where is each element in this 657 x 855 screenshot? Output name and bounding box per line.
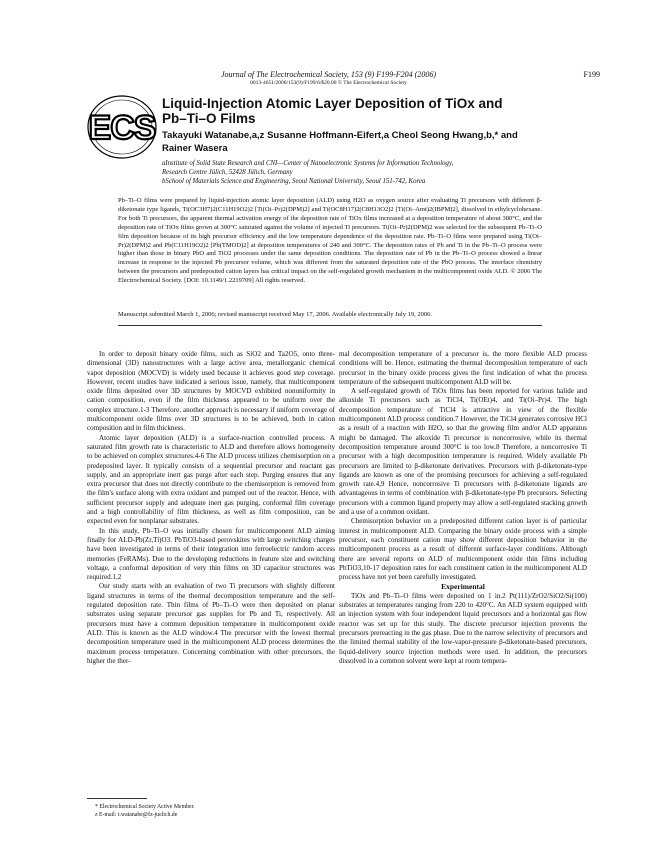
title-line-2: Pb–Ti–O Films (162, 111, 256, 126)
left-column (87, 350, 335, 666)
title-line-1: Liquid-Injection Atomic Layer Deposition of TiOx and (162, 96, 503, 111)
page-number: F199 (583, 70, 600, 79)
body-paragraph: Chemisorption behavior on a predeposited different cation layer is of particular interest in multicomponent ALD. Comparing the binary oxide process with a simple precursor, each constituent cation may show different deposition behavior in the multicomponent process as a result of different surface-layer conditions. Although there are several reports on ALD of multicomponent oxide thin films including PbTiO3,10-17 deposition rates for each constituent cation in the multicomponent ALD process have not yet been carefully investigated. (339, 517, 587, 582)
footnote-email: z E-mail: t.watanabe@fz-juelich.de (95, 812, 178, 818)
body-paragraph: In this study, Pb–Ti–O was initially chosen for multicomponent ALD aiming finally for ALD-Pb(Zr,Ti)O3. PbTiO3-based perovskites with large switching charges have been investigated in terms of their integration into ferroelectric random access memories (FeRAMs). Due to the developing reductions in feature size and switching voltage, a conformal deposition of very thin films on 3D capacitor structures was required.1,2 (87, 526, 335, 582)
body-paragraph: TiOx and Pb–Ti–O films were deposited on 1 in.2 Pt(111)/ZrO2/SiO2/Si(100) substrates at temperatures ranging from 220 to 420°C. An ALD system equipped with an injection system with four independent liquid precursors and a horizontal gas flow reactor was set up for this study. The discrete precursor injection prevents the precursors prereacting in the gas phase. Due to the narrow selectivity of precursors and the limited thermal stability of the low-vapor-pressure β-diketonate-based precursors, liquid-delivery source injection methods were used. In addition, the precursors dissolved in a common solvent were kept at room tempera- (339, 591, 587, 665)
authors-line-1: Takayuki Watanabe,a,z Susanne Hoffmann-Eifert,a Cheol Seong Hwang,b,* and (162, 130, 518, 141)
body-paragraph: Atomic layer deposition (ALD) is a surface-reaction controlled process. A saturated film growth rate is characteristic to ALD and therefore allows homogeneity to be achieved on complex structures.4-6 The ALD process utilizes chemisorption on a predeposited layer. It typically consists of a sequential precursor and reactant gas supply, and an appropriate inert gas purge after each step. Purging ensures that any extra precursor that does not directly contribute to the chemisorption is removed from the film's surface along with extra oxidant and pumped out of the reactor. Hence, with sufficient precursor supply and adequate inert gas purging, conformal film coverage and a high controllability of film thickness, as well as film composition, can be expected even for nonplanar substrates. (87, 433, 335, 526)
right-column (339, 350, 587, 666)
affiliation-a-2: Research Centre Jülich, 52428 Jülich, Germany (162, 169, 293, 176)
footnotes (87, 803, 335, 819)
abstract: Pb–Ti–O films were prepared by liquid-injection atomic layer deposition (ALD) using H2O as oxygen source after evaluating Ti precursors with different β-diketonate type ligands, Ti(OC3H7)2(C11H19O2)2 [Ti(Oi–Pr)2(DPM)2] and Ti(OC8H17)2(C8H13O2)2 [Ti(Oi–Amt)2(IBPM)2], dissolved in ethylcyclohexane. For both Ti precursors, the apparent thermal activation energy of the deposition rate of TiOx films increased at a deposition temperature of about 380°C, and the deposition rate of TiOx films grown at 300°C saturated against the volume of injected Ti precursors. Ti(Oi–Pr)2(DPM)2 was selected for the subsequent Pb–Ti–O film deposition because of its high precursor efficiency and the low temperature dependence of the deposition rate. Pb–Ti–O films were prepared using Ti(Oi–Pr)2(DPM)2 and Pb(C11H19O2)2 [Pb(TMOD)2] at deposition temperatures of 240 and 300°C. The deposition rates of Pb and Ti in the Pb–Ti–O process were higher than those in binary PbO and TiO2 processes under the same deposition conditions. The deposition rate of Pb in the Pb–Ti–O process showed a linear increase in response to the injected Pb precursor volume, which was different from the saturated deposition rate of the PbO process. The interface chemistry between the precursors and predeposited cation layers has critical impact on the self-regulated growth mechanism in the multicomponent oxide ALD. © 2006 The Electrochemical Society. [DOI: 10.1149/1.2219709] All rights reserved. (118, 197, 542, 285)
journal-header (0, 70, 657, 86)
logo-text: ECS (88, 109, 156, 147)
footnote-member: * Electrochemical Society Active Member. (95, 804, 195, 810)
affiliation-b: bSchool of Materials Science and Engineering, Seoul National University, Seoul 151-742, Korea (162, 178, 426, 185)
issn-line: 0013-4651/2006/153(9)/F199/6/$20.00 © The Electrochemical Society (250, 80, 407, 86)
body-paragraph: mal decomposition temperature of a precursor is, the more flexible ALD process conditions will be. Hence, estimating the thermal decomposition temperature of each precursor in the binary oxide process gives the first indication of what the process temperature of the subsequent multicomponent ALD will be. (339, 350, 587, 386)
section-heading-experimental: Experimental (441, 582, 485, 592)
body-paragraph: Our study starts with an evaluation of two Ti precursors with slightly different ligand structures in terms of the thermal decomposition temperature and the self-regulated deposition rate. Thin films of Pb–Ti–O were then deposited on planar substrates using separate precursor gas supplies for Pb and Ti, respectively. All precursors must have a common deposition temperature in multicomponent oxide ALD. This is known as the ALD window.4 The precursor with the lowest thermal decomposition temperature used in the multicomponent ALD process determines the maximum process temperature. Concerning combination with other precursors, the higher the ther- (87, 582, 335, 665)
body-paragraph: A self-regulated growth of TiOx films has been reported for various halide and alkoxide Ti precursors such as TiCl4, Ti(OEt)4, and Ti(Oi–Pr)4. The high decomposition temperature of TiCl4 is attractive in view of the flexible multicomponent ALD process condition.7 However, the TiCl4 generates corrosive HCl as a result of a reaction with H2O, so that the growing film and/or ALD apparatus might be damaged. The alkoxide Ti precursor is noncorrosive, while its thermal decomposition temperature around 300°C is too low.8 Therefore, a noncorrosive Ti precursor with a high decomposition temperature is required. Widely available Pb precursors are limited to β-diketonate derivatives. Precursors with β-diketonate-type ligands are known as one of the promising precursors for achieving a self-regulated growth rate.4,9 Hence, noncorrosive Ti precursors with β-diketonate ligands are advantageous in terms of combination with β-diketonate-type Pb precursors. Selecting precursors with a common ligand property may allow a self-regulated stacking growth and a use of a common oxidant. (339, 387, 587, 517)
body-paragraph: In order to deposit binary oxide films, such as SiO2 and Ta2O5, onto three-dimensional (3D) nanostructures with a large active area, metallorganic chemical vapor deposition (MOCVD) is widely used because it achieves good step coverage. However, recent studies have indicated a serious issue, namely, that multicomponent oxide films deposited over 3D structures by MOCVD exhibited nonuniformity in cation composition, even if the film thickness appeared to be uniform over the complex structure.1-3 Therefore, another approach is necessary if uniform coverage of multicomponent oxide films over 3D structures is to be achieved, both in cation composition and in film thickness. (87, 350, 335, 433)
authors-line-2: Rainer Wasera (162, 143, 228, 154)
author-list (162, 129, 562, 155)
ecs-logo (84, 92, 160, 162)
article-title (162, 96, 542, 126)
journal-citation: Journal of The Electrochemical Society, 153 (9) F199-F204 (2006) (221, 70, 436, 79)
manuscript-dates: Manuscript submitted March 1, 2006; revised manuscript received May 17, 2006. Available electronically July 19, 2006. (118, 311, 432, 318)
affiliations (162, 159, 582, 186)
abstract-divider (118, 325, 542, 326)
footnote-divider (87, 798, 147, 799)
affiliation-a-1: aInstitute of Solid State Research and CNI—Center of Nanoelectronic Systems for Information Technology, (162, 160, 454, 167)
